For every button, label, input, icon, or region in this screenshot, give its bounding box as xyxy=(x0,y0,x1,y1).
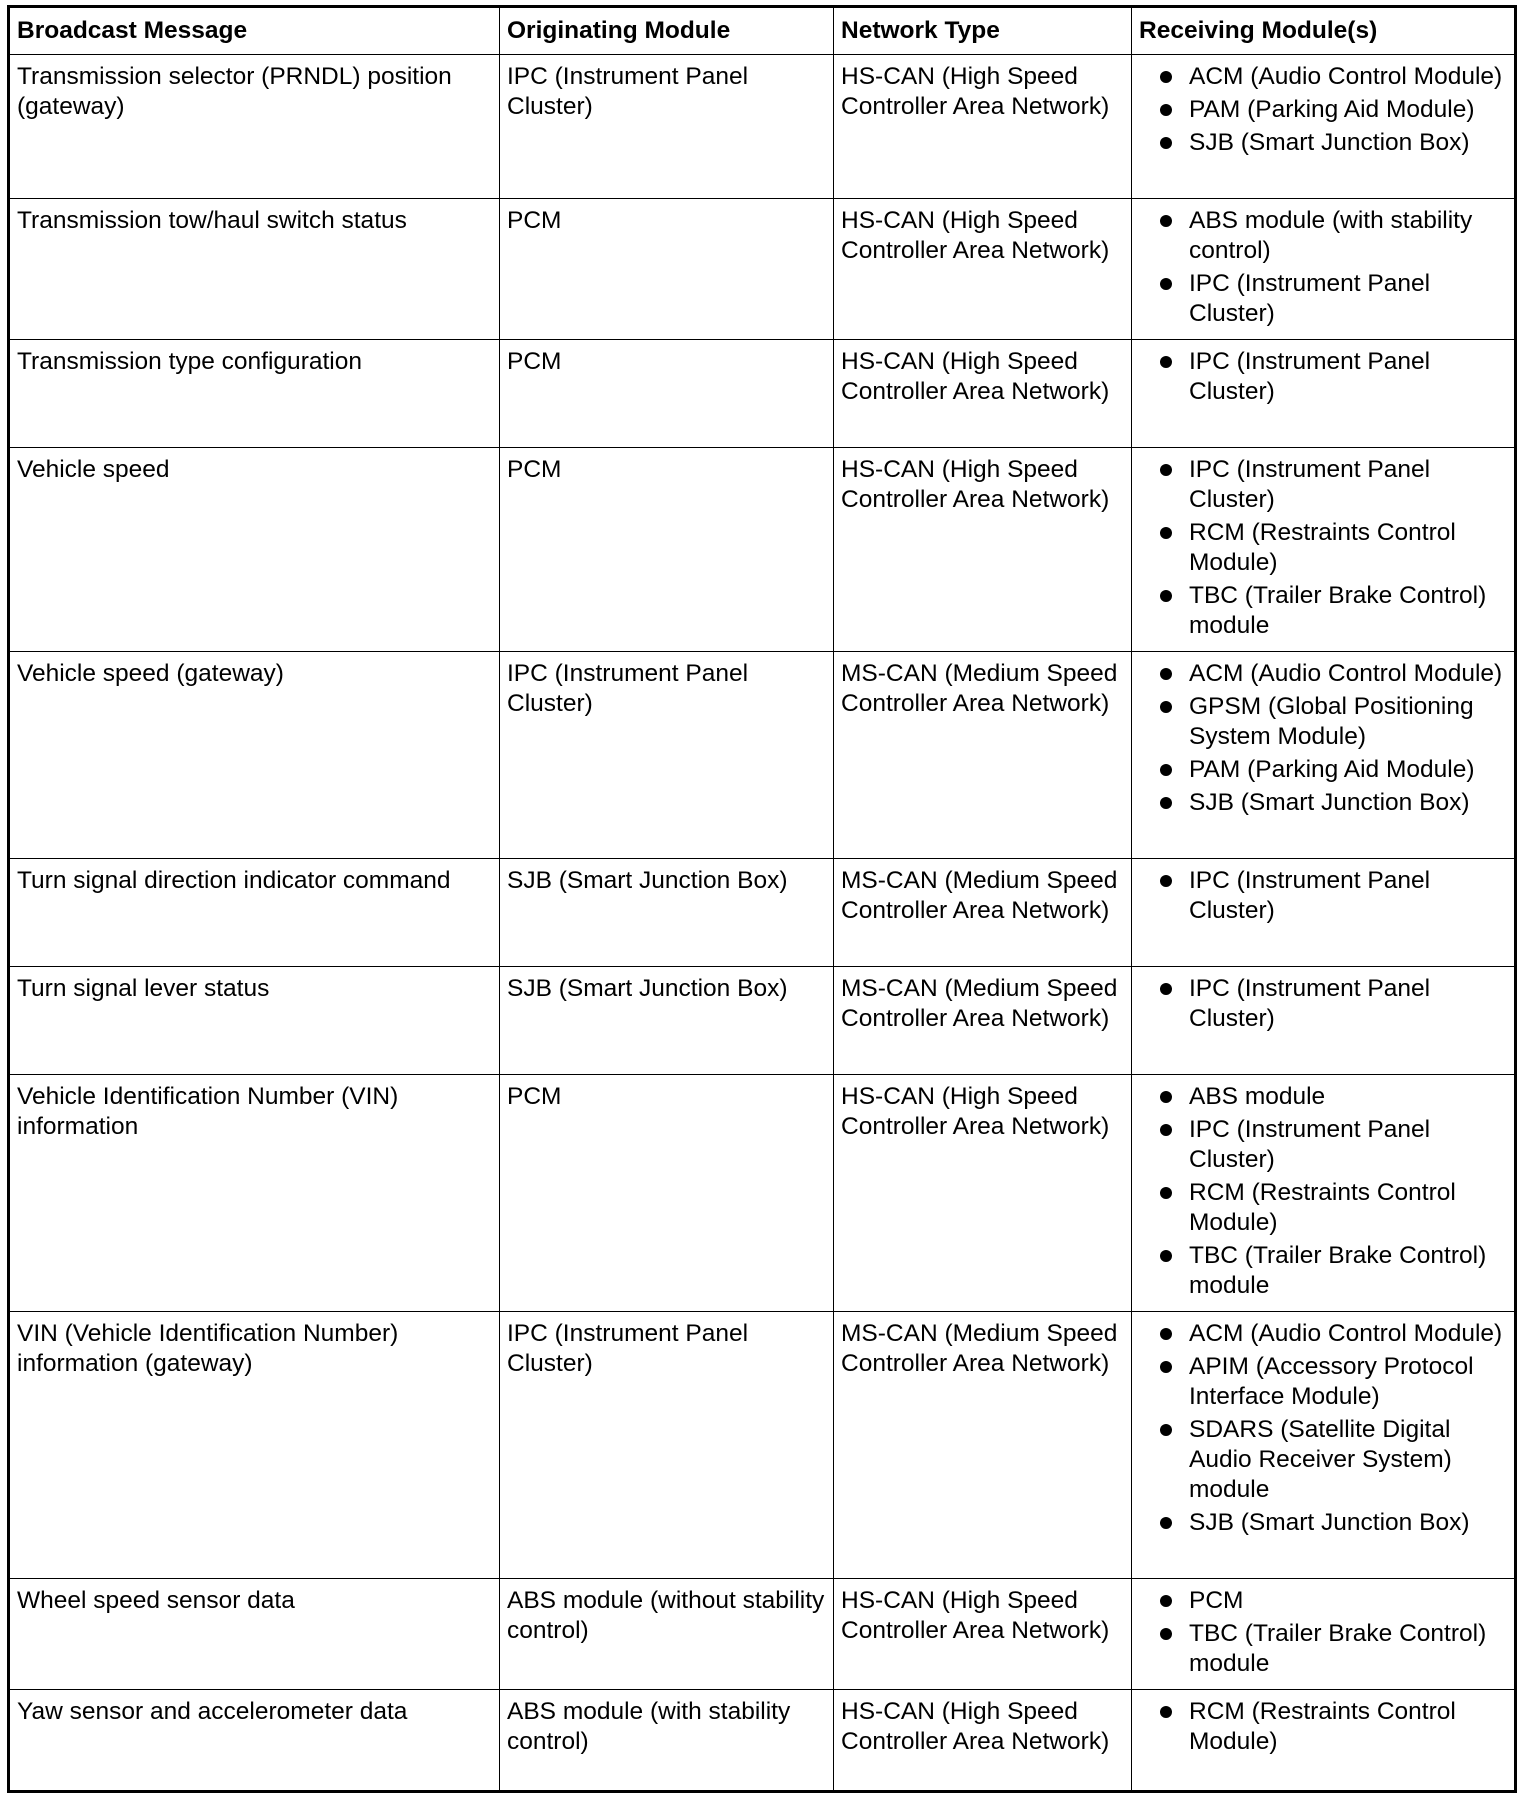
receivers-cell xyxy=(1132,859,1516,967)
receivers-cell xyxy=(1132,1075,1516,1312)
bullet-icon xyxy=(1160,1250,1172,1262)
table-row xyxy=(9,199,1516,340)
table-row xyxy=(9,55,1516,199)
receiver-label: TBC (Trailer Brake Control) module xyxy=(1189,1620,1487,1677)
receiver-list xyxy=(1139,455,1507,641)
bullet-icon xyxy=(1160,875,1172,887)
receiver-item xyxy=(1139,1415,1507,1505)
receiver-label: ABS module (with stability control) xyxy=(1189,207,1473,264)
receiver-item xyxy=(1139,1508,1507,1538)
receiver-list xyxy=(1139,347,1507,407)
receiver-item xyxy=(1139,1115,1507,1175)
receiver-item xyxy=(1139,518,1507,578)
receiver-label: TBC (Trailer Brake Control) module xyxy=(1189,582,1487,639)
receiver-label: ABS module xyxy=(1189,1083,1326,1110)
bullet-icon xyxy=(1160,1187,1172,1199)
receiver-item xyxy=(1139,866,1507,926)
header-originating-module: Originating Module xyxy=(500,7,834,55)
receiver-list xyxy=(1139,206,1507,329)
receiver-item xyxy=(1139,269,1507,329)
network-cell: HS-CAN (High Speed Controller Area Network) xyxy=(834,448,1132,652)
message-cell: Turn signal direction indicator command xyxy=(9,859,500,967)
bullet-icon xyxy=(1160,1124,1172,1136)
receiver-label: IPC (Instrument Panel Cluster) xyxy=(1189,456,1431,513)
receiver-item xyxy=(1139,1586,1507,1616)
receiver-item xyxy=(1139,1319,1507,1349)
origin-cell: PCM xyxy=(500,1075,834,1312)
network-cell: HS-CAN (High Speed Controller Area Network) xyxy=(834,199,1132,340)
bullet-icon xyxy=(1160,668,1172,680)
message-cell: Transmission type configuration xyxy=(9,340,500,448)
receiver-item xyxy=(1139,1178,1507,1238)
table-row xyxy=(9,859,1516,967)
table-row xyxy=(9,1690,1516,1792)
bullet-icon xyxy=(1160,104,1172,116)
bullet-icon xyxy=(1160,1361,1172,1373)
receiver-label: SDARS (Satellite Digital Audio Receiver System) module xyxy=(1189,1416,1452,1503)
receivers-cell xyxy=(1132,340,1516,448)
table-header xyxy=(9,7,1516,55)
message-cell: Turn signal lever status xyxy=(9,967,500,1075)
origin-cell: IPC (Instrument Panel Cluster) xyxy=(500,55,834,199)
bullet-icon xyxy=(1160,701,1172,713)
receivers-cell xyxy=(1132,1312,1516,1579)
bullet-icon xyxy=(1160,1517,1172,1529)
origin-cell: PCM xyxy=(500,340,834,448)
receiver-item xyxy=(1139,788,1507,818)
receiver-item xyxy=(1139,1619,1507,1679)
receivers-cell xyxy=(1132,199,1516,340)
message-cell: Vehicle speed xyxy=(9,448,500,652)
receiver-item xyxy=(1139,974,1507,1034)
message-cell: Vehicle Identification Number (VIN) information xyxy=(9,1075,500,1312)
receiver-label: RCM (Restraints Control Module) xyxy=(1189,1179,1456,1236)
receiver-label: SJB (Smart Junction Box) xyxy=(1189,789,1470,816)
receiver-label: IPC (Instrument Panel Cluster) xyxy=(1189,867,1431,924)
receiver-list xyxy=(1139,1586,1507,1679)
receiver-item xyxy=(1139,95,1507,125)
bullet-icon xyxy=(1160,278,1172,290)
receiver-label: ACM (Audio Control Module) xyxy=(1189,63,1503,90)
receiver-label: PCM xyxy=(1189,1587,1244,1614)
origin-cell: SJB (Smart Junction Box) xyxy=(500,859,834,967)
receivers-cell xyxy=(1132,55,1516,199)
header-receiving-modules: Receiving Module(s) xyxy=(1132,7,1516,55)
receiver-list xyxy=(1139,1082,1507,1301)
bullet-icon xyxy=(1160,1628,1172,1640)
receiver-label: IPC (Instrument Panel Cluster) xyxy=(1189,1116,1431,1173)
origin-cell: PCM xyxy=(500,199,834,340)
receiver-label: ACM (Audio Control Module) xyxy=(1189,1320,1503,1347)
message-cell: Yaw sensor and accelerometer data xyxy=(9,1690,500,1792)
receiver-label: SJB (Smart Junction Box) xyxy=(1189,129,1470,156)
network-cell: MS-CAN (Medium Speed Controller Area Network) xyxy=(834,652,1132,859)
header-broadcast-message: Broadcast Message xyxy=(9,7,500,55)
network-cell: HS-CAN (High Speed Controller Area Network) xyxy=(834,55,1132,199)
bullet-icon xyxy=(1160,1328,1172,1340)
receiver-item xyxy=(1139,1241,1507,1301)
receivers-cell xyxy=(1132,1690,1516,1792)
receiver-item xyxy=(1139,1697,1507,1757)
bullet-icon xyxy=(1160,137,1172,149)
header-row xyxy=(9,7,1516,55)
receiver-list xyxy=(1139,974,1507,1034)
receiver-label: IPC (Instrument Panel Cluster) xyxy=(1189,975,1431,1032)
network-cell: MS-CAN (Medium Speed Controller Area Network) xyxy=(834,859,1132,967)
receiver-item xyxy=(1139,659,1507,689)
receiver-list xyxy=(1139,659,1507,818)
receiver-item xyxy=(1139,1352,1507,1412)
receivers-cell xyxy=(1132,652,1516,859)
bullet-icon xyxy=(1160,797,1172,809)
network-cell: HS-CAN (High Speed Controller Area Network) xyxy=(834,1075,1132,1312)
receiver-label: TBC (Trailer Brake Control) module xyxy=(1189,1242,1487,1299)
table-row xyxy=(9,652,1516,859)
network-cell: HS-CAN (High Speed Controller Area Network) xyxy=(834,1690,1132,1792)
table-row xyxy=(9,967,1516,1075)
table-row xyxy=(9,1312,1516,1579)
receiver-item xyxy=(1139,455,1507,515)
receiver-label: IPC (Instrument Panel Cluster) xyxy=(1189,348,1431,405)
receiver-list xyxy=(1139,62,1507,158)
receiver-item xyxy=(1139,755,1507,785)
message-cell: Transmission selector (PRNDL) position (gateway) xyxy=(9,55,500,199)
table-row xyxy=(9,1075,1516,1312)
receiver-label: IPC (Instrument Panel Cluster) xyxy=(1189,270,1431,327)
receiver-label: RCM (Restraints Control Module) xyxy=(1189,1698,1456,1755)
bullet-icon xyxy=(1160,590,1172,602)
message-cell: VIN (Vehicle Identification Number) information (gateway) xyxy=(9,1312,500,1579)
receiver-item xyxy=(1139,347,1507,407)
broadcast-message-table xyxy=(7,5,1517,1793)
receiver-list xyxy=(1139,1697,1507,1757)
bullet-icon xyxy=(1160,356,1172,368)
receiver-label: GPSM (Global Positioning System Module) xyxy=(1189,693,1474,750)
bullet-icon xyxy=(1160,764,1172,776)
message-cell: Transmission tow/haul switch status xyxy=(9,199,500,340)
bullet-icon xyxy=(1160,1091,1172,1103)
receiver-label: RCM (Restraints Control Module) xyxy=(1189,519,1456,576)
receiver-item xyxy=(1139,206,1507,266)
network-cell: MS-CAN (Medium Speed Controller Area Network) xyxy=(834,967,1132,1075)
receiver-item xyxy=(1139,692,1507,752)
table-row xyxy=(9,340,1516,448)
bullet-icon xyxy=(1160,215,1172,227)
header-network-type: Network Type xyxy=(834,7,1132,55)
network-cell: HS-CAN (High Speed Controller Area Network) xyxy=(834,340,1132,448)
bullet-icon xyxy=(1160,1706,1172,1718)
origin-cell: ABS module (without stability control) xyxy=(500,1579,834,1690)
receiver-list xyxy=(1139,866,1507,926)
origin-cell: ABS module (with stability control) xyxy=(500,1690,834,1792)
receiver-label: ACM (Audio Control Module) xyxy=(1189,660,1503,687)
message-cell: Vehicle speed (gateway) xyxy=(9,652,500,859)
receiver-label: PAM (Parking Aid Module) xyxy=(1189,96,1475,123)
origin-cell: IPC (Instrument Panel Cluster) xyxy=(500,652,834,859)
origin-cell: PCM xyxy=(500,448,834,652)
bullet-icon xyxy=(1160,1595,1172,1607)
message-cell: Wheel speed sensor data xyxy=(9,1579,500,1690)
bullet-icon xyxy=(1160,71,1172,83)
receivers-cell xyxy=(1132,448,1516,652)
receiver-label: SJB (Smart Junction Box) xyxy=(1189,1509,1470,1536)
origin-cell: SJB (Smart Junction Box) xyxy=(500,967,834,1075)
receiver-label: APIM (Accessory Protocol Interface Module) xyxy=(1189,1353,1474,1410)
table-row xyxy=(9,448,1516,652)
receiver-item xyxy=(1139,128,1507,158)
network-cell: HS-CAN (High Speed Controller Area Network) xyxy=(834,1579,1132,1690)
receiver-label: PAM (Parking Aid Module) xyxy=(1189,756,1475,783)
origin-cell: IPC (Instrument Panel Cluster) xyxy=(500,1312,834,1579)
table-row xyxy=(9,1579,1516,1690)
bullet-icon xyxy=(1160,464,1172,476)
bullet-icon xyxy=(1160,527,1172,539)
table-body xyxy=(9,55,1516,1792)
receiver-item xyxy=(1139,1082,1507,1112)
receiver-item xyxy=(1139,62,1507,92)
receivers-cell xyxy=(1132,1579,1516,1690)
network-cell: MS-CAN (Medium Speed Controller Area Network) xyxy=(834,1312,1132,1579)
receiver-list xyxy=(1139,1319,1507,1538)
bullet-icon xyxy=(1160,1424,1172,1436)
receivers-cell xyxy=(1132,967,1516,1075)
receiver-item xyxy=(1139,581,1507,641)
bullet-icon xyxy=(1160,983,1172,995)
